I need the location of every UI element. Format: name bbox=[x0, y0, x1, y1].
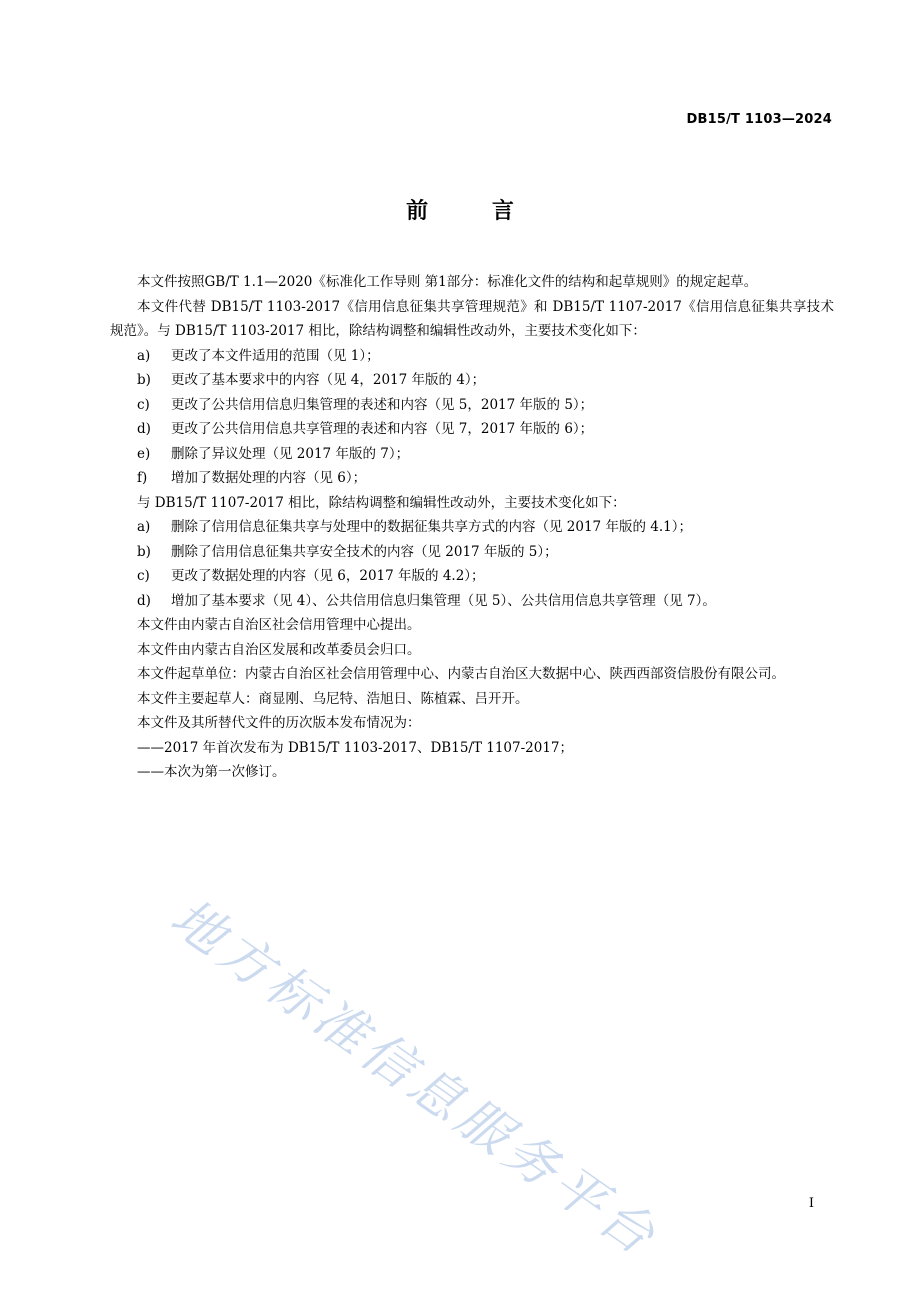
list-marker: d) bbox=[137, 421, 151, 437]
list-marker: a) bbox=[137, 519, 151, 535]
list-item-text: 删除了信用信息征集共享与处理中的数据征集共享方式的内容（见 2017 年版的 4.1）； bbox=[171, 519, 692, 535]
page-title: 前 言 bbox=[406, 199, 542, 224]
list-item bbox=[110, 417, 834, 442]
list-item bbox=[110, 344, 834, 369]
list-item-text: 更改了基本要求中的内容（见 4，2017 年版的 4）； bbox=[171, 372, 486, 388]
watermark: 地方标准信息服务平台 bbox=[159, 887, 670, 1270]
paragraph: 本文件由内蒙古自治区社会信用管理中心提出。 bbox=[137, 617, 421, 633]
document-code: DB15/T 1103—2024 bbox=[686, 112, 832, 127]
list-item-text: 删除了异议处理（见 2017 年版的 7）； bbox=[171, 445, 410, 462]
list-marker: b) bbox=[137, 543, 151, 560]
list-marker: a) bbox=[137, 347, 151, 364]
paragraph: 本文件代替 DB15/T 1103-2017《信用信息征集共享管理规范》和 DB15/T 1107-2017《信用信息征集共享技术规范》。与 DB15/T 1103-2017 相比，除结构调整和编辑性改动外，主要技术变化如下： bbox=[110, 298, 834, 339]
page-number: I bbox=[808, 1196, 814, 1211]
list-marker: b) bbox=[137, 372, 151, 388]
list-item bbox=[110, 564, 834, 589]
paragraph: 本文件及其所替代文件的历次版本发布情况为： bbox=[137, 715, 421, 731]
paragraph: 与 DB15/T 1107-2017 相比，除结构调整和编辑性改动外，主要技术变化如下： bbox=[137, 494, 626, 511]
list-item-text: 增加了基本要求（见 4）、公共信用信息归集管理（见 5）、公共信用信息共享管理（见 7）。 bbox=[171, 592, 716, 609]
foreword-content bbox=[110, 270, 834, 785]
list-marker: f) bbox=[137, 470, 148, 486]
list-item bbox=[110, 466, 834, 491]
paragraph: 本文件由内蒙古自治区发展和改革委员会归口。 bbox=[137, 641, 421, 658]
paragraph: ——2017 年首次发布为 DB15/T 1103-2017、DB15/T 1107-2017； bbox=[137, 739, 574, 756]
list-item-text: 更改了数据处理的内容（见 6，2017 年版的 4.2）； bbox=[171, 568, 485, 584]
list-item bbox=[110, 540, 834, 565]
list-marker: e) bbox=[137, 445, 151, 462]
list-item bbox=[110, 442, 834, 467]
list-item bbox=[110, 368, 834, 393]
list-marker: c) bbox=[137, 568, 150, 584]
list-marker: d) bbox=[137, 592, 151, 609]
list-item-text: 更改了公共信用信息归集管理的表述和内容（见 5，2017 年版的 5）； bbox=[171, 396, 594, 413]
list-item bbox=[110, 589, 834, 614]
paragraph: 本文件起草单位：内蒙古自治区社会信用管理中心、内蒙古自治区大数据中心、陕西西部资信股份有限公司。 bbox=[137, 666, 785, 682]
paragraph: 本文件按照GB/T 1.1—2020《标准化工作导则 第1部分：标准化文件的结构和起草规则》的规定起草。 bbox=[137, 274, 758, 290]
list-item bbox=[110, 515, 834, 540]
list-item-text: 更改了公共信用信息共享管理的表述和内容（见 7，2017 年版的 6）； bbox=[171, 421, 594, 437]
list-item-text: 更改了本文件适用的范围（见 1）； bbox=[171, 347, 380, 364]
paragraph: ——本次为第一次修订。 bbox=[137, 764, 286, 780]
list-item-text: 删除了信用信息征集共享安全技术的内容（见 2017 年版的 5）； bbox=[171, 543, 558, 560]
list-item bbox=[110, 393, 834, 418]
paragraph: 本文件主要起草人：商显刚、乌尼特、浩旭日、陈植霖、吕开开。 bbox=[137, 690, 529, 707]
list-item-text: 增加了数据处理的内容（见 6）； bbox=[171, 470, 367, 486]
list-marker: c) bbox=[137, 396, 150, 413]
